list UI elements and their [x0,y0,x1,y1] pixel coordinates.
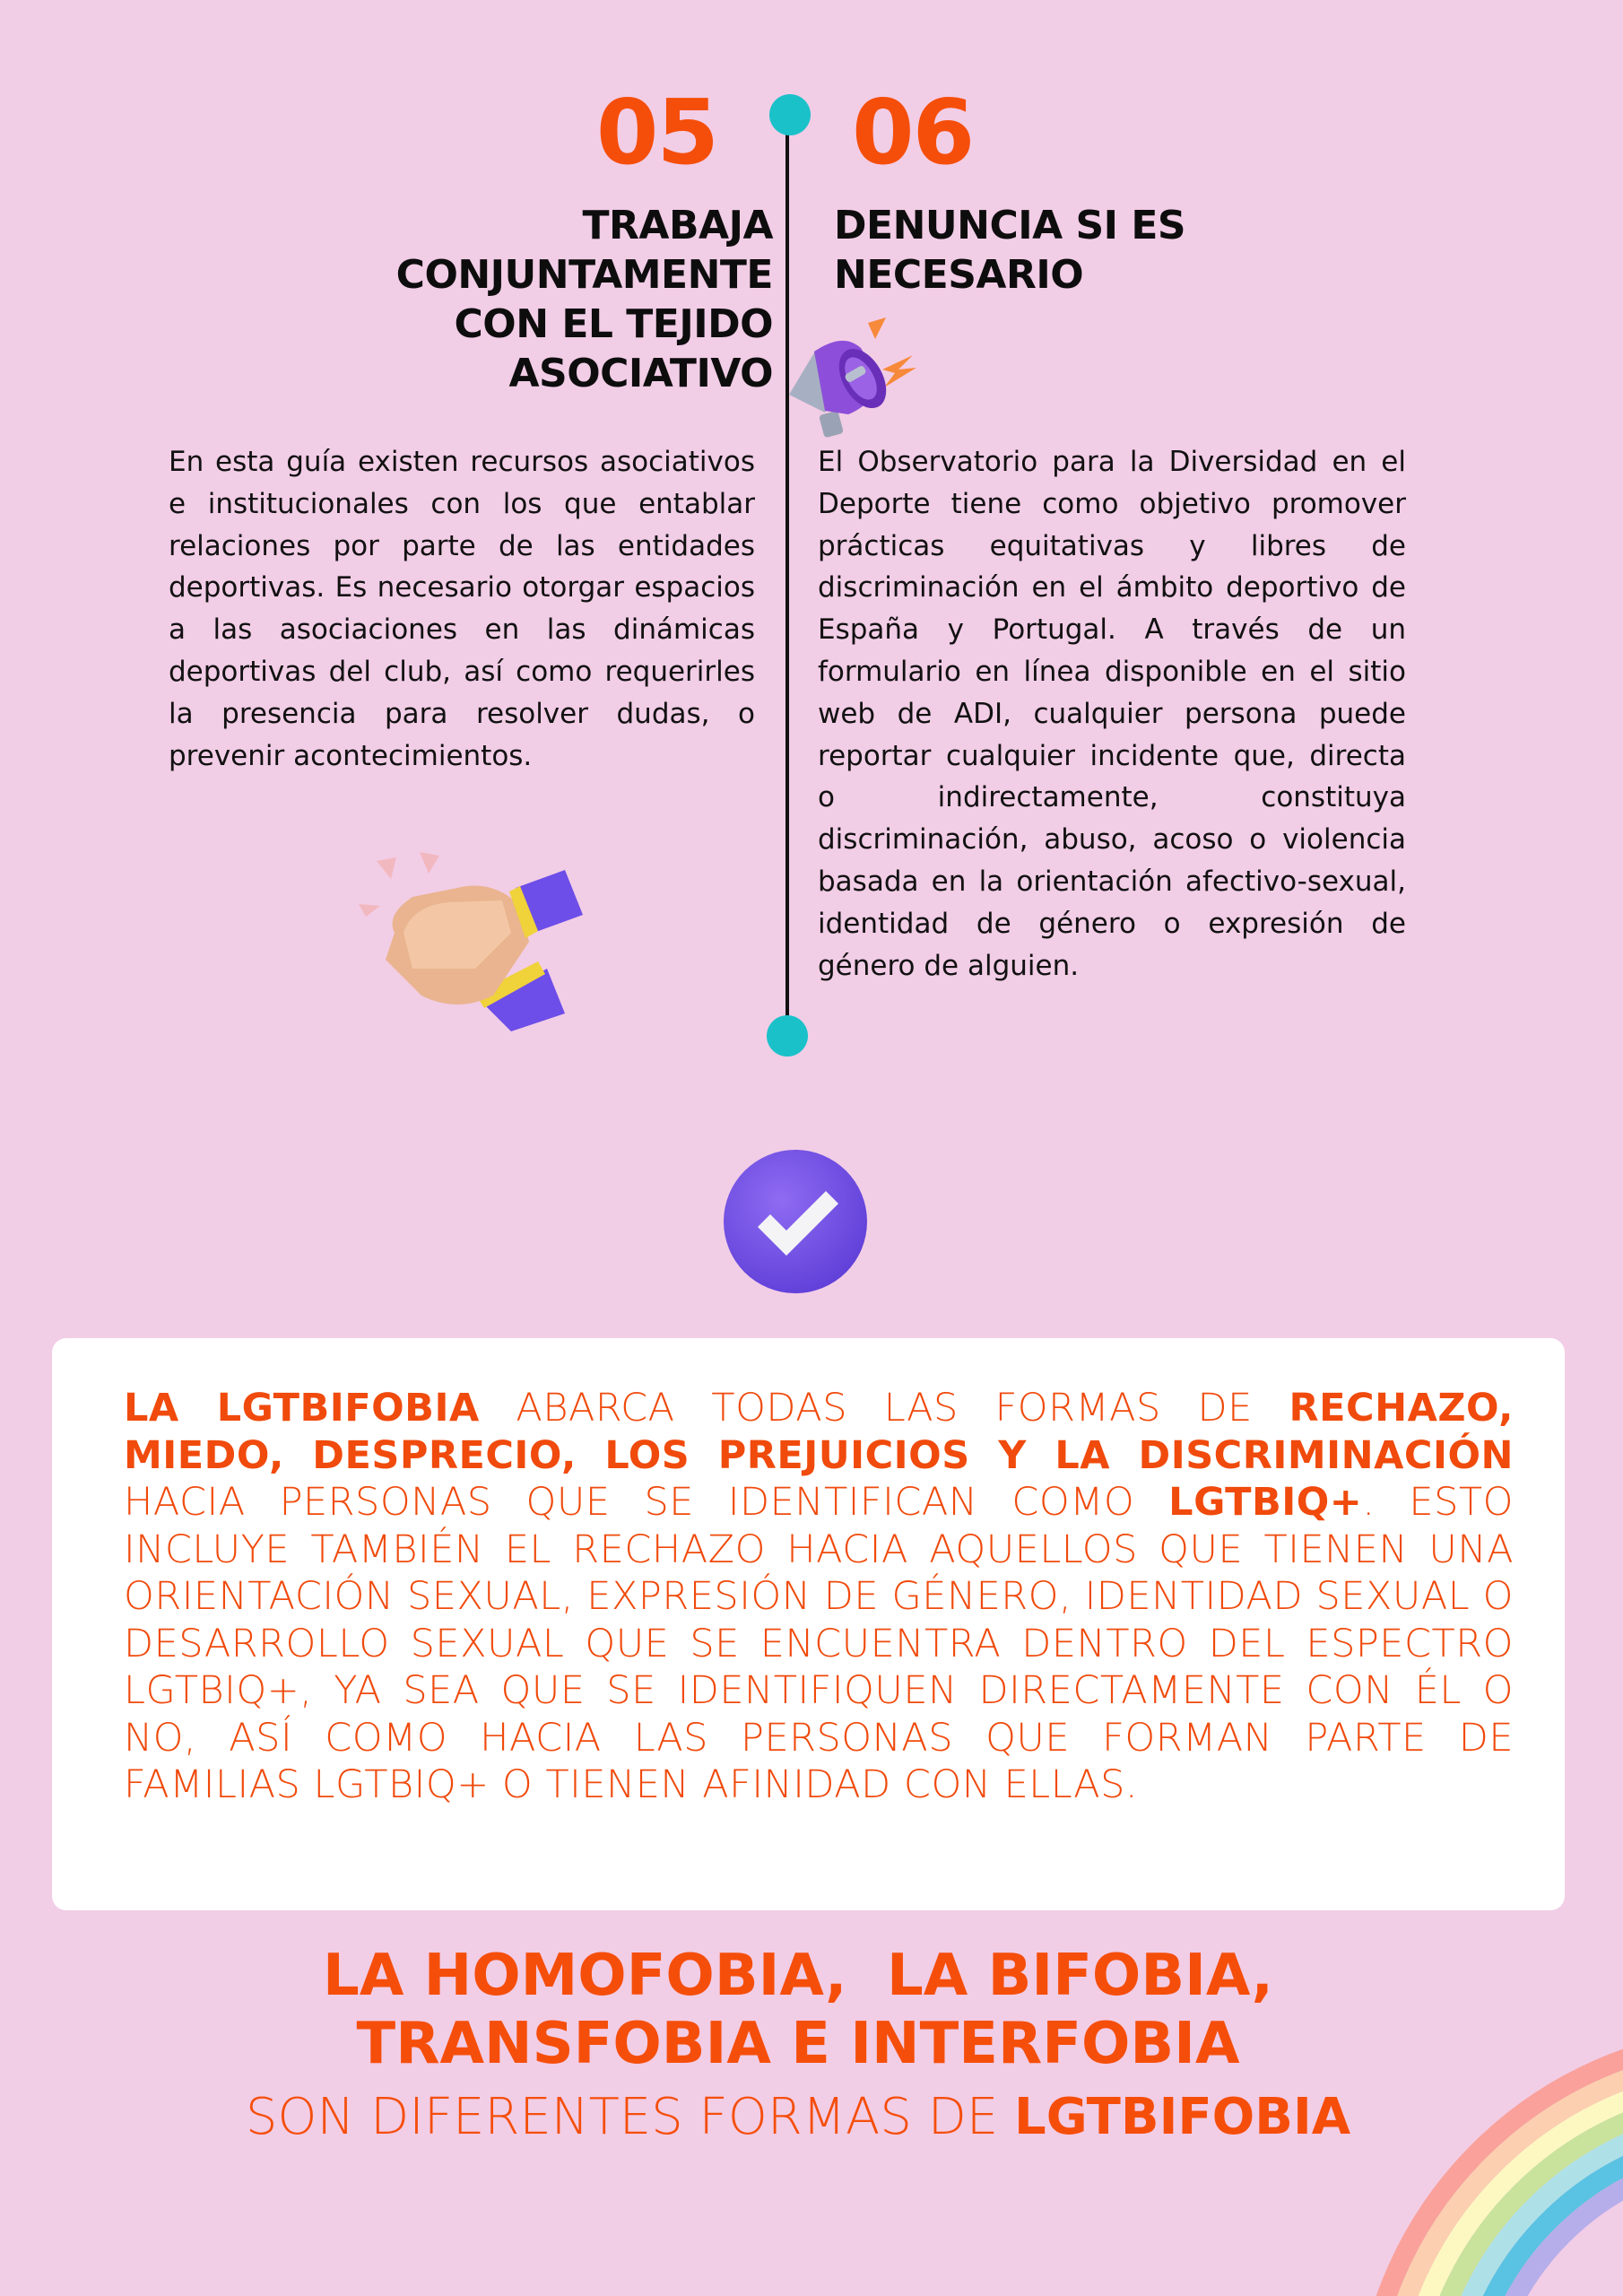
definition-text [124,1385,1514,1809]
definition-bold: LGTBIQ+ [1168,1480,1363,1525]
step-title-06 [834,201,1246,300]
closing-heading-line1: LA HOMOFOBIA, LA BIFOBIA, [323,1943,1273,2009]
step-title-line: NECESARIO [834,252,1084,298]
step-number-06: 06 [852,80,974,185]
definition-box [52,1338,1565,1910]
clapping-hands-icon [341,834,592,1031]
step-title-line: CON EL TEJIDO [454,301,773,347]
step-title-line: TRABAJA [582,203,773,248]
step-title-line: DENUNCIA SI ES [834,203,1186,248]
rainbow-icon [1336,2009,1623,2296]
timeline-dot-top [769,94,811,135]
step-body-06: El Observatorio para la Diversidad en el Deporte tiene como objetivo promover prácticas equitativas y libres de discriminación en el ámbito deportivo de España y Portugal. A través de un formulario en línea disponible en el sitio web de ADI, cualquier persona puede reportar cualquier incidente que, directa o indirectamente, constituya discriminación, abuso, acoso o violencia basada en la orientación afectivo-sexual, identidad de género o expresión de género de alguien. [818,446,1406,982]
timeline-dot-bottom [767,1015,808,1057]
step-title-line: CONJUNTAMENTE [395,252,773,298]
step-title-05 [307,201,773,398]
step-title-line: ASOCIATIVO [508,351,773,396]
definition-bold: RECHAZO, MIEDO, DESPRECIO, LOS PREJUICIOS Y LA DISCRIMINACIÓN [124,1386,1514,1478]
definition-regular: ABARCA TODAS LAS FORMAS DE [479,1386,1289,1431]
closing-sub-regular: SON DIFERENTES FORMAS DE [245,2088,1015,2146]
step-number-05: 05 [595,80,717,185]
definition-bold: LA LGTBIFOBIA [124,1386,480,1431]
step-body-05: En esta guía existen recursos asociativos e institucionales con los que entablar relaciones por parte de las entidades deportivas. Es necesario otorgar espacios a las asociaciones en las dinámicas deportivas del club, así como requerirles la presencia para resolver dudas, o prevenir acontecimientos. [169,446,755,772]
timeline-line [785,126,789,1031]
check-badge-icon [722,1148,869,1295]
definition-regular: . ESTO INCLUYE TAMBIÉN EL RECHAZO HACIA AQUELLOS QUE TIENEN UNA ORIENTACIÓN SEXUAL, EXPRESIÓN DE GÉNERO, IDENTIDAD SEXUAL O DESARROLLO SEXUAL QUE SE ENCUENTRA DENTRO DEL ESPECTRO LGTBIQ+, YA SEA QUE SE IDENTIFIQUEN DIRECTAMENTE CON ÉL O NO, ASÍ COMO HACIA LAS PERSONAS QUE FORMAN PARTE DE FAMILIAS LGTBIQ+ O TIENEN AFINIDAD CON ELLAS. [124,1480,1515,1807]
closing-heading-line2: TRANSFOBIA E INTERFOBIA [356,2011,1240,2077]
closing-sub-bold: LGTBIFOBIA [1014,2088,1351,2146]
megaphone-icon [789,314,933,439]
definition-regular: HACIA PERSONAS QUE SE IDENTIFICAN COMO [124,1480,1169,1525]
